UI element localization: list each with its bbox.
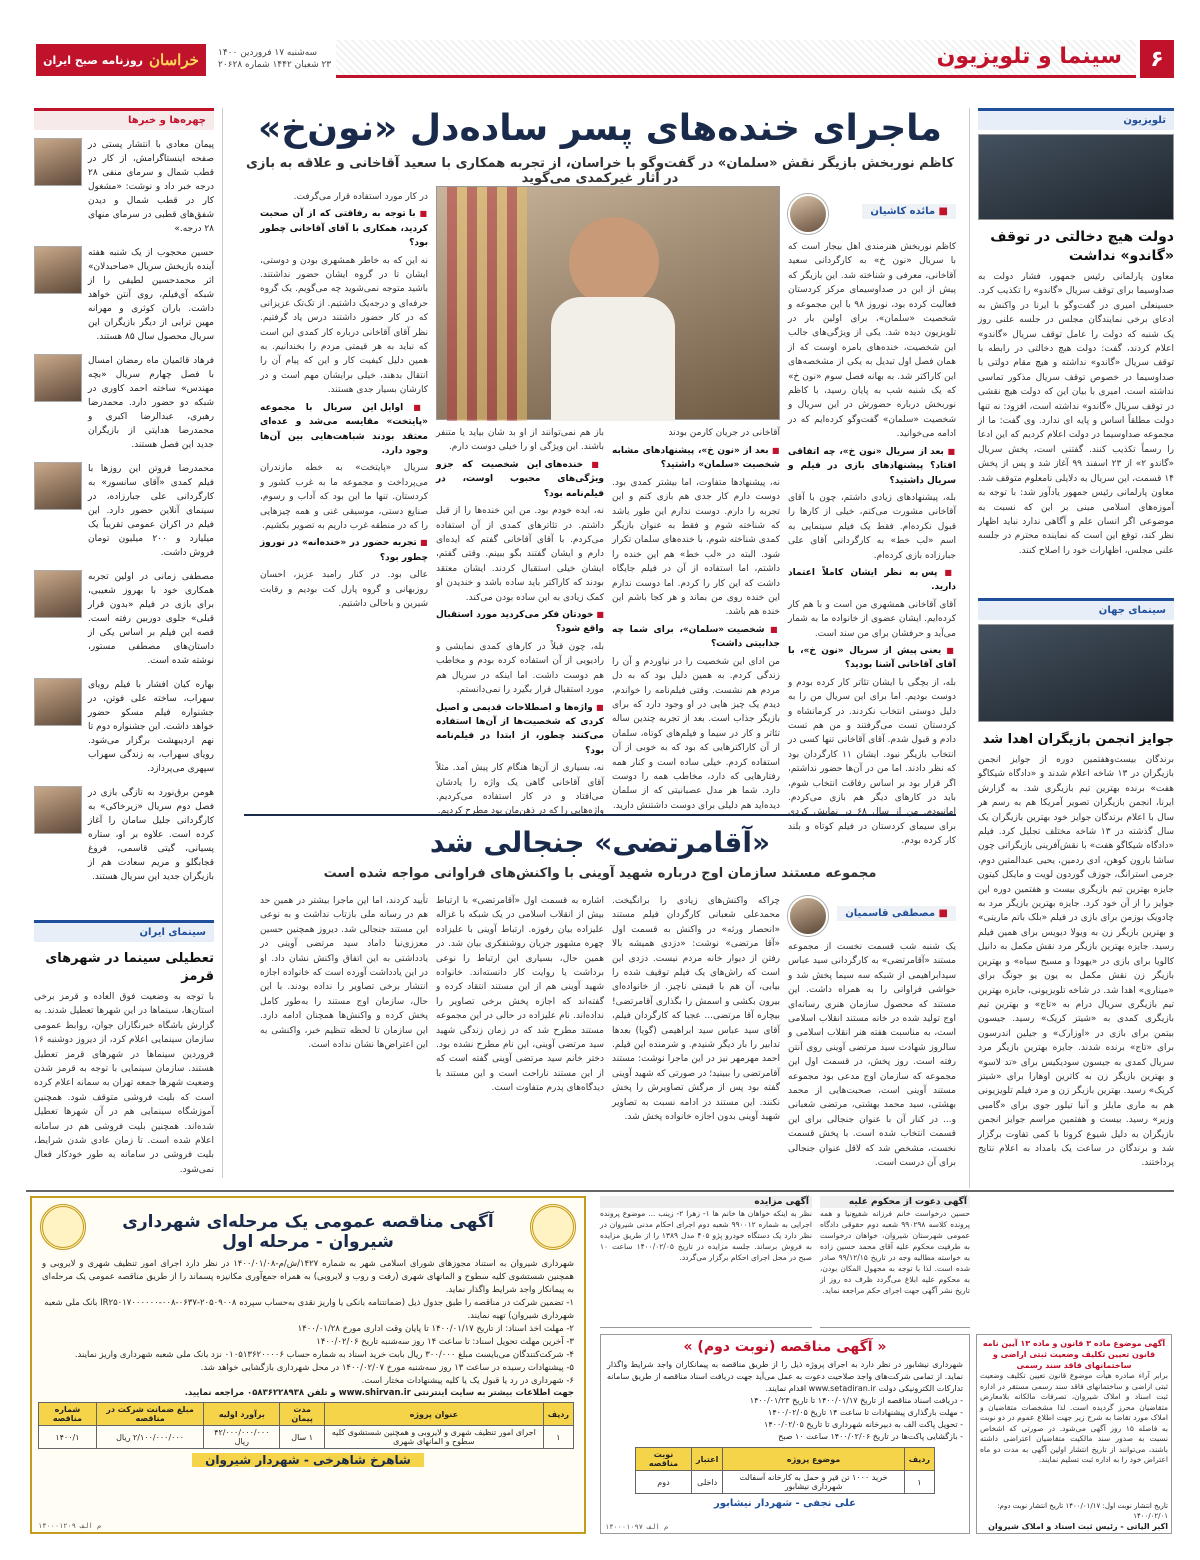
ad-small-auction <box>600 1196 812 1328</box>
body-paragraph: من ادای این شخصیت را در نیاوردم و آن را زندگی کردم. به همین دلیل بود که به دل مردم هم نشست. وقتی فیلم‌نامه را خواندم، دیدم یک چیز هایی در او وجود دارد که برای بازیگر جذاب است. بعد از تجربه چندین ساله تئاتر و کار در سیما و فیلم‌های کوتاه، سلمان از آن کاراکترهایی که بود که به خوبی از آن استفاده کردم. خیلی ساده است و کنار همه رفتارهایی که دارد، مخاطب همه را دوست دارد. شما هر مدل عصبانیتی که از سلمان دیده‌اید هم دلیلی برای دوست داشتنش دارید. <box>612 656 780 811</box>
table-header-cell: مبلغ ضمانت شرکت در مناقصه <box>96 1403 203 1426</box>
body-paragraph: بله، چون قبلاً در کارهای کمدی نمایشی و رادیویی از آن استفاده کرده بودم و مخاطب هم دوست داشت. اما اینکه در سریال هم مورد استقبال قرار بگیرد را نمی‌دانستم. <box>436 641 604 696</box>
interview-question: ■ یعنی پیش از سریال «نون خ»، با آقای آقاخانی آشنا بودید؟ <box>788 644 956 673</box>
world-cinema-photo <box>978 624 1174 722</box>
author-avatar <box>788 194 828 234</box>
table-header-cell: مدت پیمان <box>280 1403 325 1426</box>
ad-auction-body: نظر به اینکه خواهان ها خانم ها ۱- زهرا ۲- زینب ... موضوع پرونده اجرایی به شماره ۹۹۰۰۱۲ شعبه دوم اجرای احکام مدنی شیروان در نظر دارد یک دستگاه خودرو پژو ۴۰۵ مدل ۱۳۸۹ را از طریق مزایده به فروش برساند. جلسه مزایده در تاریخ ۱۴۰۰/۰۲/۰۵ ساعت ۱۰ صبح در محل اجرای احکام برگزار می‌گردد. <box>600 1209 813 1262</box>
table-header-cell: عنوان پروژه <box>324 1403 543 1426</box>
face-photo <box>34 462 82 510</box>
ad-small-summons <box>820 1196 970 1328</box>
world-cinema-label: سینمای جهان <box>978 598 1174 620</box>
sidebar-divider-left <box>222 108 223 1178</box>
face-photo <box>34 354 82 402</box>
face-news-item[interactable] <box>34 678 214 776</box>
face-photo <box>34 246 82 294</box>
interview-question: ■ شخصیت «سلمان»، برای شما چه جذابیتی داشت؟ <box>612 623 780 652</box>
sidebar-divider-right <box>969 108 970 1188</box>
interview-question: ■ اوایل این سریال با مجموعه «پایتخت» مقایسه می‌شد و عده‌ای معتقد بودند شباهت‌هایی بین آن‌ها وجود دارد. <box>260 401 428 459</box>
body-paragraph: نه، پیشنهادها متفاوت، اما بیشتر کمدی بود. دوست دارم کار جدی هم بازی کنم و این تجربه را دارم. دوست ندارم این طور باشد که شناخته شوم و فقط به عنوان بازیگر کمدی شناخته شوم، با خنده‌های سلمان تکرار شود. البته در «لب خط» هم این خنده را داشتم، اما استفاده از آن در فیلم جایگاه داشت که این کار را کردم. اما دوست ندارم این خنده روی من بماند و هر کجا باشم این خنده هم باشد. <box>612 477 780 618</box>
interview-question: ■ تجربه حضور در «خنده‌انه» در نوروز چطور بود؟ <box>260 536 428 565</box>
table-cell: دوم <box>636 1471 692 1494</box>
feature-column-3 <box>436 426 604 817</box>
body-paragraph: عالی بود. در کنار رامبد عزیز، احسان روزبهانی و گروه پارل کت بودیم و رقابت شیرین و باحالی داشتیم. <box>260 570 428 609</box>
world-cinema-body: برندگان بیست‌وهفتمین دوره از جوایز انجمن بازیگران در ۱۳ شاخه اعلام شدند و «دادگاه شیکاگو هفت» برنده بهترین تیم بازیگری شد. به گزارش ایرنا، انجمن بازیگران تصویر آمریکا هم به رسم هر سال با اعلام برندگان جوایز خود بهترین بازیگران یک سال گذشته در ۱۳ شاخه مختلف تجلیل کرد. فیلم «دادگاه شیکاگو هفت» با نقش‌آفرینی بازیگرانی چون ساشا بارون کوهن، ادی ردمین، یحیی عبدالمتین دوم، جرمی استرانگ، جوزف گوردون لویت و مایکل کیتون جایزه بهترین تیم بازیگری بیست و هفتمین دوره این جوایز را از آن خود کرد. جایزه بهترین بازیگر مرد به چادویک بوزمن برای بازی در فیلم «بلک باتم مارینی» و بهترین بازیگر زن به ویولا دیویس برای همین فیلم رسید. جایزه بهترین بازیگر مرد نقش مکمل به دانیل کالویا برای بازی در «یهودا و مسیح سیاه» و بهترین بازیگر زن نقش مکمل به یون یو جونگ برای «میناری» اهدا شد. در شاخه تلویزیونی، جایزه بهترین تیم بازیگری سریال درام به «تاج» و بهترین تیم بازیگری کمدی به «شیتز کریک» رسید. جیسون بیتمن برای بازی در «اوزارک» و جیلین اندرسون برای «تاج» برنده شدند. جایزه بهترین بازیگر مرد سریال کمدی به جیسون سودیکیس برای «تد لاسو» و بهترین بازیگر زن به کاترین اوهارا برای «شیتز کریک» رسید. بهترین بازیگر زن و مرد فیلم تلویزیونی هم به ماری مایلز و آنیا تیلور جوی برای «گامبی وزیر» رسید. بیست و هفتمین مراسم جوایز انجمن بازیگران به دلیل شیوع کرونا با کمی تفاوت برگزار شد و برندگان در ساعت یک بامداد به اعلام نتایج پرداختند. <box>978 755 1174 1169</box>
table-cell: ۱ <box>543 1426 573 1449</box>
tv-news-body: معاون پارلمانی رئیس جمهور، فشار دولت به صداوسیما برای توقف سریال «گاندو» را تکذیب کرد. حسینعلی امیری در گفت‌وگو با ایرنا در واکنش به ادعای برخی نمایندگان مجلس در جلسه علنی روز یک شنبه که دولت را عامل توقف سریال «گاندو» اعلام کردند، گفت: دولت هیچ دخالتی در رابطه با توقف سریال «گاندو» نداشته و هیچ مقام دولتی با صداوسیما در خصوص توقف سریال مذکور تماسی نداشته است. امیری با بیان این که دولت هیچ نقشی در توقف سریال «گاندو» نداشته است، افزود: نه تنها دولت مطلقاً اساس و پایه ای ندارد. وی گفت: ما از مجموعه صداوسیما در دولت اعلام کردیم که این ادعا را رسماً تکذیب کنند. گفتنی است، پخش سریال «گاندو ۲» از ۲۳ اسفند ۹۹ آغاز شد و پس از پخش ۱۴ قسمت، این سریال به دلایلی نامعلوم متوقف شد. معاون پارلمانی رئیس جمهور یادآور شد: با توجه به آموزه‌های اسلامی مبنی بر این که نسبت به موضوعی اگر انسان علم و آگاهی ندارد نباید اظهار نظر کند، توقع این است که نماینده محترم در جلسه علنی مجلس، اظهارات خود را اصلاح کنند. <box>978 272 1174 556</box>
table-cell: ۲/۱۰۰/۰۰۰/۰۰۰ ریال <box>96 1426 203 1449</box>
page-header <box>0 0 1200 95</box>
feature-column-2 <box>612 426 780 810</box>
ad-shirvan-item: ۶- شهرداری در رد یا قبول یک یا کلیه پیشنهادات مختار است. <box>361 1376 574 1386</box>
ad-neyshabur-table <box>635 1447 935 1494</box>
ad-auction-title: آگهی مزایده <box>600 1196 812 1208</box>
interview-question: ■ با توجه به رفاقتی که از آن صحبت کردید، همکاری با آقای آقاخانی چطور بود؟ <box>260 207 428 250</box>
face-news-item[interactable] <box>34 786 214 884</box>
feature-column-1 <box>788 240 957 847</box>
ad-neyshabur-item: - تحویل پاکت الف به دبیرخانه شهرداری تا تاریخ ۱۴۰۰/۰۲/۰۵ <box>764 1420 963 1429</box>
table-cell: ۱ سال <box>280 1426 325 1449</box>
faces-sidebar <box>34 108 214 908</box>
iran-cinema-box <box>34 920 214 1182</box>
interview-question: ■ خنده‌های این شخصیت که جزو ویژگی‌های محبوب اوست، در فیلم‌نامه بود؟ <box>436 458 604 501</box>
shirvan-emblem-icon <box>40 1204 86 1250</box>
table-cell: ۱ <box>904 1471 934 1494</box>
ad-neyshabur-code: م الف ۱۴۰۰۰۱۰۹۷ <box>605 1523 669 1531</box>
iran-cinema-label: سینمای ایران <box>34 920 214 942</box>
body-paragraph: در کار مورد استفاده قرار می‌گرفت. <box>293 192 428 202</box>
table-header-cell: ردیف <box>904 1448 934 1471</box>
world-cinema-headline[interactable]: جوایز انجمن بازیگران اهدا شد <box>982 732 1174 747</box>
face-news-text: محمدرضا فروتن این روزها با فیلم کمدی «آقای سانسور» به کارگردانی علی جبارزاده، در سینمای آنلاین حضور دارد. این فیلم در اکران عمومی تقریباً یک میلیارد و ۲۰۰ میلیون تومان فروش داشت. <box>88 464 214 558</box>
table-cell: ۴۲/۰۰۰/۰۰۰/۰۰۰ ریال <box>204 1426 280 1449</box>
ad-shirvan-tender <box>30 1196 586 1534</box>
ad-shirvan-item: ۴- شرکت‌کنندگان می‌بایست مبلغ ۳۰۰/۰۰۰ ریال بابت خرید اسناد به شماره حساب ۰۱۰۵۱۳۶۲۰۰۰۰۶ نزد بانک ملی شعبه شهرداری واریز نمایند. <box>74 1350 574 1360</box>
tv-news-headline[interactable]: دولت هیچ دخالتی در توقف «گاندو» نداشت <box>990 229 1174 264</box>
ad-shirvan-item: ۲- مهلت اخذ اسناد: از تاریخ ۱۴۰۰/۰۱/۱۷ تا پایان وقت اداری مورخ ۱۴۰۰/۰۱/۲۸ <box>297 1324 574 1334</box>
story2-headline[interactable]: «آقامرتضی» جنجالی شد <box>429 826 771 859</box>
face-news-item[interactable] <box>34 462 214 560</box>
face-news-text: حسین محجوب از یک شنبه هفته آینده بازیخش سریال «صاحبدلان» اثر محمدحسین لطیفی را از شبکه آی‌فیلم، روی آنتن خواهد داشت. باران کوثری و مهرانه مهین ترابی از دیگر بازیگران این سریال محصول سال ۸۵ هستند. <box>88 248 214 342</box>
face-photo <box>34 678 82 726</box>
body-paragraph: بله، پیشنهادهای زیادی داشتم، چون با آقای آقاخانی مشورت می‌کنم، خیلی از کارها را قبول نکرده‌ام. فقط یک فیلم سینمایی به اسم «لب خط» به کارگردانی آقای علی جبارزاده بازی کرده‌ام. <box>788 492 956 561</box>
ad-shirvan-body: شهرداری شیروان به استناد مجوزهای شورای اسلامی شهر به شماره ۱۴۲۷/ش/م-۱۴۰۰/۰۱/۰۸ در نظر دارد اجرای امور تنظیف شهری و لایروبی و همچنین شستشوی کلیه سطوح و المانهای شهری (رفت و روب و لایروبی) به همراه جمع‌آوری مکانیزه پسماند را از طریق مناقصه عمومی یک مرحله‌ای به پیمانکار واجد شرایط واگذار نماید. <box>42 1259 574 1295</box>
face-news-item[interactable] <box>34 246 214 344</box>
interview-question: ■ بعد از سریال «نون خ»، چه اتفاقی افتاد؟ پیشنهادهای بازی در فیلم و سریال داشتید؟ <box>788 445 956 488</box>
story2-author-avatar <box>788 896 828 936</box>
ad-neyshabur-item: - دریافت اسناد مناقصه از تاریخ ۱۴۰۰/۰۱/۱۷ تا تاریخ ۱۴۰۰/۰۱/۲۳ <box>749 1396 963 1405</box>
ad-shirvan-item: ۱- تضمین شرکت در مناقصه را طبق جدول ذیل (ضمانتنامه بانکی یا واریز نقدی به‌حساب سپرده ۲۰۵۰۹۰۰۸-۰۶۳۷-۰۰۸-IR۲۵۰۱۷۰۰۰۰۰۰ بانک ملی شعبه شهرداری شیروان) تهیه نمایند. <box>44 1298 574 1321</box>
ad-summons-title: آگهی دعوت از محکوم علیه <box>820 1196 970 1208</box>
ad-registry <box>976 1334 1172 1534</box>
story2-column-3: اشاره به قسمت اول «آقامرتضی» با ارتباط بیش از انقلاب اسلامی در یک شبکه با غزاله علیزاده بیان رفوزه. ارتباط آوینی با علیزاده چهره مشهور جریان روشنفکری بیان شد. در همین حال، بسیاری این ارتباط را نوعی برداشت یا روایت کار دانسته‌اند. خانواده شهید آوینی هم از این مستند انتقاد کرده و گفته‌اند که اجازه پخش برخی تصاویر را نداده‌اند. نام علیزاده در حالی در این مجموعه مستند مطرح شد که در زمان زندگی شهید سید مرتضی آوینی، این نام مطرح نشده بود. دختر خانم سید مرتضی آوینی گفته است که از این مستند ناراحت است و این مستند با دیدگاه‌های پدرم متفاوت است. <box>436 896 604 1094</box>
face-news-item[interactable] <box>34 354 214 452</box>
ad-neyshabur-tender <box>600 1334 970 1534</box>
interview-question: ■ بعد از «نون خ»، پیشنهادهای مشابه شخصیت «سلمان» داشتید؟ <box>612 444 780 473</box>
body-paragraph: نه، بسیاری از آن‌ها هنگام کار پیش آمد. مثلاً آقای آقاخانی گاهی یک واژه را یادشان می‌افتاد و در کار استفاده می‌کردیم. واژه‌هایی را که در ذهن‌مان بود مطرح کردیم. <box>436 763 604 817</box>
ad-neyshabur-item: - مهلت بارگذاری پیشنهادات تا ساعت ۱۴ تاریخ ۱۴۰۰/۰۲/۰۵ <box>768 1408 963 1417</box>
table-header-cell: ردیف <box>543 1403 573 1426</box>
story2-column-1: یک شنبه شب قسمت نخست از مجموعه مستند «آقامرتضی» به کارگردانی سید عباس سیدابراهیمی از شبکه سه سیما پخش شد و حواشی فراوانی را به همراه داشت. این مستند که محصول سازمان هنری رسانه‌ای اوج تولید شده در خانه مستند انقلاب اسلامی است، به مناسبت هفته هنر انقلاب اسلامی و سالروز شهادت سید مرتضی آوینی روی آنتن رفته است. روز پخش، در قسمت اول این مجموعه که سازمان اوج مدعی بود مجموعه مستند آوینی است، صحبت‌هایی از محمد بهشتی، سید محمد بهشتی، مرتضی شعبانی و... در کنار آن با عنوان جنجالی برای این قسمت انتخاب شده است. با پخش قسمت نخست، مشخص شد که لاقل عنوان جنجالی برای آن درست است. <box>788 942 956 1169</box>
body-paragraph: آقای آقاخانی همشهری من است و با هم کار کرده‌ایم. ایشان عضوی از خانواده ما به شمار می‌آید و حرفشان برای من سند است. <box>788 599 956 639</box>
ads-top-rule <box>26 1190 1174 1192</box>
tv-section-label: تلویزیون <box>978 108 1174 130</box>
photo-caption-2: باز هم نمی‌توانند از او بد شان بیاید یا متنفر باشند. این ویژگی او را خیلی دوست دارم. <box>436 428 604 452</box>
feature-subheadline: کاظم نوربخش بازیگر نقش «سلمان» در گفت‌وگو با خراسان، از تجربه همکاری با سعید آقاخانی و علاقه به بازی در آثار غیرکمدی می‌گوید <box>245 156 955 186</box>
iran-cinema-body: با توجه به وضعیت فوق العاده و قرمز برخی استان‌ها، سینماها در این شهرها تعطیل شدند. به گزارش باشگاه خبرنگاران جوان، روابط عمومی سازمان سینمایی اعلام کرد، از دیروز دوشنبه ۱۶ فروردین سینماها در شهرهای قرمز تعطیل هستند. سازمان سینمایی با توجه به قرمز شدن وضعیت شهرها جمعه تهران به سمانه اعلام کرده است که بلیت فروشی متوقف شود. همچنین آموزشگاه سینمایی هم در آن شهرها تعطیل شده‌اند. همچنین بلیت فروشی هم در سامانه اعلام شده است. تا زمان عادی شدن شرایط، بلیت فروشی در سامانه به طور خودکار فعال نمی‌شود. <box>34 992 214 1175</box>
face-news-text: مصطفی زمانی در اولین تجربه همکاری خود با بهروز شعیبی، برای بازی در فیلم «بدون قرار قبلی» جلوی دوربین رفته است. قصه این فیلم بر اساس یکی از داستان‌های مصطفی مستور، نوشته شده است. <box>88 572 214 666</box>
story2-author: ■ مصطفی قاسمیان <box>837 906 956 921</box>
ad-shirvan-site[interactable]: جهت اطلاعات بیشتر به سایت اینترنتی www.shirvan.ir و تلفن ۰۵۸۳۶۲۲۸۹۳۸ مراجعه نمایید. <box>184 1388 574 1398</box>
feature-photo <box>436 186 780 420</box>
table-header-cell: شماره مناقصه <box>39 1403 97 1426</box>
ad-neyshabur-body: شهرداری نیشابور در نظر دارد به اجرای پروژه ذیل را از طریق مناقصه به پیمانکاران واجد شرایط واگذار نماید. از تمامی شرکت‌های واجد صلاحیت دعوت به عمل می‌آید جهت دریافت اسناد مناقصه از طریق سامانه تدارکات الکترونیکی دولت www.setadiran.ir اقدام نمایند. <box>607 1360 963 1393</box>
ad-shirvan-table <box>38 1402 574 1449</box>
ad-shirvan-item: ۵- پیشنهادات رسیده در ساعت ۱۳ روز سه‌شنبه مورخ ۱۴۰۰/۰۲/۰۷ در محل شهرداری بازگشایی خواهد شد. <box>200 1363 574 1373</box>
logo-tagline: روزنامه صبح ایران <box>43 53 143 67</box>
ad-registry-signature: اکبر الیاتی - رئیس ثبت اسناد و املاک شیروان <box>988 1522 1168 1531</box>
face-news-text: پیمان معادی با انتشار پستی در صفحه اینستاگرامش، از کار در قطب شمال و سرمای منفی ۲۸ درجه خبر داد و نوشت: «مشغول کار در قطب شمال و دیدن شفق‌های قطبی در سرمای منهای ۲۸ درجه.» <box>88 140 214 234</box>
story2-column-2: چراکه واکنش‌های زیادی را برانگیخت. محمدعلی شعبانی کارگردان فیلم مستند «انحصار ورثه» در واکنش به قسمت اول «آقا مرتضی» نوشت: «دزدی همیشه بالا رفتن از دیوار خانه مردم نیست. دزدی این است که راش‌های یک فیلم توقیف شده را بیابی، آن هم با قیمتی ناچیز. از خانواده‌ای بیرون بکشی و اسمش را بگذاری آقامرتضی! بیچاره آقا مرتضی... عجبا که کارگردان فیلم، آقای سید عباس سید ابراهیمی (گویا) بعدها تدابیر را بار دیگر شنیدم. و شرمنده این فیلم. احمد مهرمهر نیز در این ماجرا نوشت: مستند آقامرتضی را ببینید؛ در صورتی که شهید آوینی گفته بود پس از مرگش تصاویرش را پخش نکنند. این مستند در ادامه نسبت به تصاویر شهید آوینی بدون اجازه خانواده پخش شد. <box>612 896 780 1123</box>
newspaper-logo[interactable] <box>36 44 206 76</box>
body-paragraph: سریال «پایتخت» به خطه مازندران می‌پرداخت و مجموعه ما به غرب کشور و کردستان. تنها ما این بود که آداب و رسوم، صنایع دستی، موسیقی غنی و همه چیزهایی را که در منطقه غرب داریم به تصویر بکشیم. <box>260 463 428 531</box>
body-paragraph: کاظم نوربخش هنرمندی اهل بیجار است که با سریال «نون خ» به کارگردانی سعید آقاخانی، معرفی و شناخته شد. این بازیگر که پیش از این در صداوسیمای مرکز کردستان فعالیت کرده بود، نوروز ۹۸ با این مجموعه و شخصیت «سلمان»، برای اولین بار در تلویزیون دیده شد. یکی از ویژگی‌های جالب این شخصیت، خنده‌های بامزه اوست که از همان فصل اول تبدیل به یکی از مشخصه‌های این کاراکتر شد. به بهانه فصل سوم «نون خ» که یک شنبه شب به پایان رسید، با کاظم نوربخش درباره حضورش در این سریال و شخصیت «سلمان» گفت‌وگو کرده‌ایم که در ادامه می‌خوانید. <box>788 242 957 440</box>
table-cell: ۱۴۰۰/۱ <box>39 1426 97 1449</box>
ad-shirvan-signature: شاهرخ شاهرخی - شهردار شیروان <box>192 1453 424 1467</box>
tv-news-photo <box>978 134 1174 220</box>
table-header-cell: اعتبار <box>692 1448 723 1471</box>
face-photo <box>34 570 82 618</box>
ad-shirvan-code: م الف ۱۴۰۰۰۱۲۰۹ <box>38 1522 102 1530</box>
face-news-text: بهاره کیان افشار با فیلم رویای سهراب، ساخته علی فوتن، در جشنواره فیلم مسکو حضور خواهد داشت. این جشنواره دوم تا نهم اردیبهشت برگزار می‌شود. رویای سهراب، به زندگی سهراب سپهری می‌پردازد. <box>88 680 214 774</box>
shirvan-emblem-icon-right <box>530 1204 576 1250</box>
feature-column-4 <box>260 190 428 810</box>
face-news-item[interactable] <box>34 570 214 668</box>
face-news-text: فرهاد قائمیان ماه رمضان امسال با فصل چهارم سریال «بچه مهندس» ساخته احمد کاوری در شبکه دو حضور دارد. محمدرضا رهبری، عبدالرضا اکبری و محمدرضا هدایتی از بازیگران جدید این فصل هستند. <box>88 356 214 450</box>
interview-question: ■ پس به نظر ایشان کاملاً اعتماد دارید. <box>788 566 956 595</box>
ad-neyshabur-title: « آگهی مناقصه (نوبت دوم) » <box>683 1339 887 1355</box>
feature-author: ■ مائده کاشیان <box>862 204 956 219</box>
page-number: ۶ <box>1140 40 1174 78</box>
table-cell: اجرای امور تنظیف شهری و لایروبی و همچنین شستشوی کلیه سطوح و المانهای شهری <box>324 1426 543 1449</box>
table-header-cell: موضوع پروژه <box>723 1448 904 1471</box>
date-line-1: سه‌شنبه ۱۷ فروردین ۱۴۰۰ <box>218 48 318 58</box>
ad-summons-body: حسین درخواست خانم فرزانه شفیع‌نیا و همه پرونده کلاسه ۹۹۰۲۹۸ شعبه دوم حقوقی دادگاه عمومی شهرستان شیروان، خواهان درخواست به طرفیت محکوم علیه آقای محمد حسین زاده به خواسته مطالبه وجه در تاریخ ۹۹/۱۲/۱۵ صادر شده است. لذا با توجه به مجهول المکان بودن، به محکوم علیه ابلاغ می‌گردد ظرف ده روز از تاریخ نشر آگهی جهت اجرای حکم مراجعه نماید. <box>820 1209 971 1295</box>
feature-headline[interactable]: ماجرای خنده‌های پسر ساده‌دل «نون‌خ» <box>258 108 942 149</box>
photo-caption: آقاخانی در جریان کارمن بودند <box>668 428 780 438</box>
body-paragraph: بله، از بچگی با ایشان تئاتر کار کرده بودم و دوست بودیم. اما برای این سریال من را به دلیل دوستی انتخاب نکردند. در کرمانشاه و کردستان تست می‌گرفتند و من هم تست دادم و قبول شدم. آقای آقاخانی تنها کسی در انتخاب بازیگر نبود. ایشان ۱۱ کارگردان بود که نظر دادند. اما من در آن‌ها حضور نداشتم، اگر قرار بود بر اساس رفاقت انتخاب شوم، باید در کارهای دیگر هم بازی می‌کردم. امانبودم. من از سال ۶۸ در نمایش کردی برای سیمای کردستان در فیلم کوتاه و بلند کار کرده بودم. <box>788 677 956 847</box>
date-line-2: ۲۳ شعبان ۱۴۴۲ شماره ۲۰۶۲۸ <box>218 60 332 70</box>
face-photo <box>34 786 82 834</box>
table-header-cell: نوبت مناقصه <box>636 1448 692 1471</box>
section-title: سینما و تلویزیون <box>936 44 1122 69</box>
ad-registry-body: برابر آراء صادره هیأت موضوع قانون تعیین تکلیف وضعیت ثبتی اراضی و ساختمانهای فاقد سند رسمی مستقر در اداره ثبت اسناد و املاک شیروان، تصرفات مالکانه بلامعارض متقاضیان محرز گردیده است. لذا مشخصات متقاضیان و املاک مورد تقاضا به شرح زیر جهت اطلاع عموم در دو نوبت به فاصله ۱۵ روز آگهی می‌شود. در صورتی که اشخاص نسبت به صدور سند مالکیت متقاضیان اعتراضی داشته باشند، می‌توانند از تاریخ انتشار اولین آگهی به مدت دو ماه اعتراض خود را به اداره ثبت تسلیم نمایند. <box>980 1371 1168 1464</box>
body-paragraph: نه این که به خاطر همشهری بودن و دوستی، ایشان تا در گروه ایشان حضور نداشتند. باشید متوجه نمی‌شوید چه می‌گویم. یک گروه حرفه‌ای و درجه‌یک داشتیم. از تک‌تک عزیزانی که در کار حضور داشتند درس یاد گرفتیم. نظر آقای آقاخانی درباره کار کمدی این است که نباید به هر قیمتی مردم را بخندانیم. به همین دلیل کیفیت کار و این که پیام آن را انتقال بدهند، خیلی برایشان مهم است و در کارشان بسیار جدی هستند. <box>260 255 428 396</box>
ad-shirvan-item: ۳- آخرین مهلت تحویل اسناد: تا ساعت ۱۴ روز سه‌شنبه تاریخ ۱۴۰۰/۰۲/۰۶ <box>316 1337 574 1347</box>
table-cell: داخلی <box>692 1471 723 1494</box>
face-photo <box>34 138 82 186</box>
right-sidebar <box>978 108 1174 1188</box>
table-header-cell: برآورد اولیه <box>204 1403 280 1426</box>
table-cell: خرید ۱۰۰۰ تن قیر و حمل به کارخانه آسفالت شهرداری نیشابور <box>723 1471 904 1494</box>
iran-cinema-headline[interactable]: تعطیلی سینما در شهرهای قرمز <box>45 951 214 984</box>
interview-question: ■ واژه‌ها و اصطلاحات قدیمی و اصیل کردی که شخصیت‌ها از آن‌ها استفاده می‌کنند چطور، از ابتدا در فیلم‌نامه بود؟ <box>436 701 604 759</box>
body-paragraph: نه، ایده خودم بود. من این خنده‌ها را از قبل داشتم. در تئاترهای کمدی از آن استفاده می‌کردم. با آقای آقاخانی گفتم که ایده‌ای دارم و ایشان گفتند بگو ببینم. وقتی گفتم، ایشان خیلی استقبال کردند. ایشان معتقد بودند که کاراکتر باید ساده باشد و خندیدن او کمک زیادی به این ساده بودن می‌کند. <box>436 506 604 603</box>
logo-name: خراسان <box>149 51 199 69</box>
ad-registry-title: آگهی موضوع ماده ۳ قانون و ماده ۱۳ آیین نامه قانون تعیین تکلیف وضعیت ثبتی اراضی و ساختمانهای فاقد سند رسمی <box>982 1339 1166 1370</box>
interview-question: ■ خودتان فکر می‌کردید مورد استقبال واقع شود؟ <box>436 608 604 637</box>
ad-neyshabur-item: - بازگشایی پاکت‌ها در تاریخ ۱۴۰۰/۰۲/۰۶ ساعت ۱۰ صبح <box>778 1432 963 1441</box>
ad-shirvan-title: آگهی مناقصه عمومی یک مرحله‌ای شهرداری شیروان - مرحله اول <box>122 1212 494 1252</box>
story2-subheadline: مجموعه مستند سازمان اوج درباره شهید آوینی با واکنش‌های فراوانی مواجه شده است <box>323 866 877 881</box>
ad-neyshabur-signature: علی نجفی - شهردار نیشابور <box>714 1498 856 1509</box>
face-news-text: هومن برق‌نورد به تازگی بازی در فصل دوم سریال «زیرخاکی» به کارگردانی جلیل سامان را آغاز کرده است. علاوه بر او، ستاره پسیانی، گیتی قاسمی، فروغ قجابگلو و مریم سعادت هم از بازیگران جدید این سریال هستند. <box>88 788 214 882</box>
face-news-item[interactable] <box>34 138 214 236</box>
faces-label: چهره‌ها و خبرها <box>34 108 214 130</box>
ad-registry-dates: تاریخ انتشار نوبت اول: ۱۴۰۰/۰۱/۱۷ تاریخ انتشار نوبت دوم: ۱۴۰۰/۰۲/۰۱ <box>997 1502 1168 1520</box>
story2-column-4: تأیید کردند، اما این ماجرا بیشتر در همین حد هم در رسانه ملی بازتاب نداشت و به نوعی این مستند جنجالی شد. دیروز همچنین حسین معززی‌نیا داماد سید مرتضی آوینی در یادداشتی به این اتفاق واکنش نشان داد. او در این یادداشت آورده است که خانواده اجازه انتشار برخی تصاویر را نداده بودند. با این حال، سازمان اوج مستند را به‌طور کامل پخش کرده و واکنش‌ها همچنان ادامه دارد. این سازمان تا لحظه تنظیم خبر، واکنشی به این اعتراض‌ها نشان نداده است. <box>260 896 428 1051</box>
